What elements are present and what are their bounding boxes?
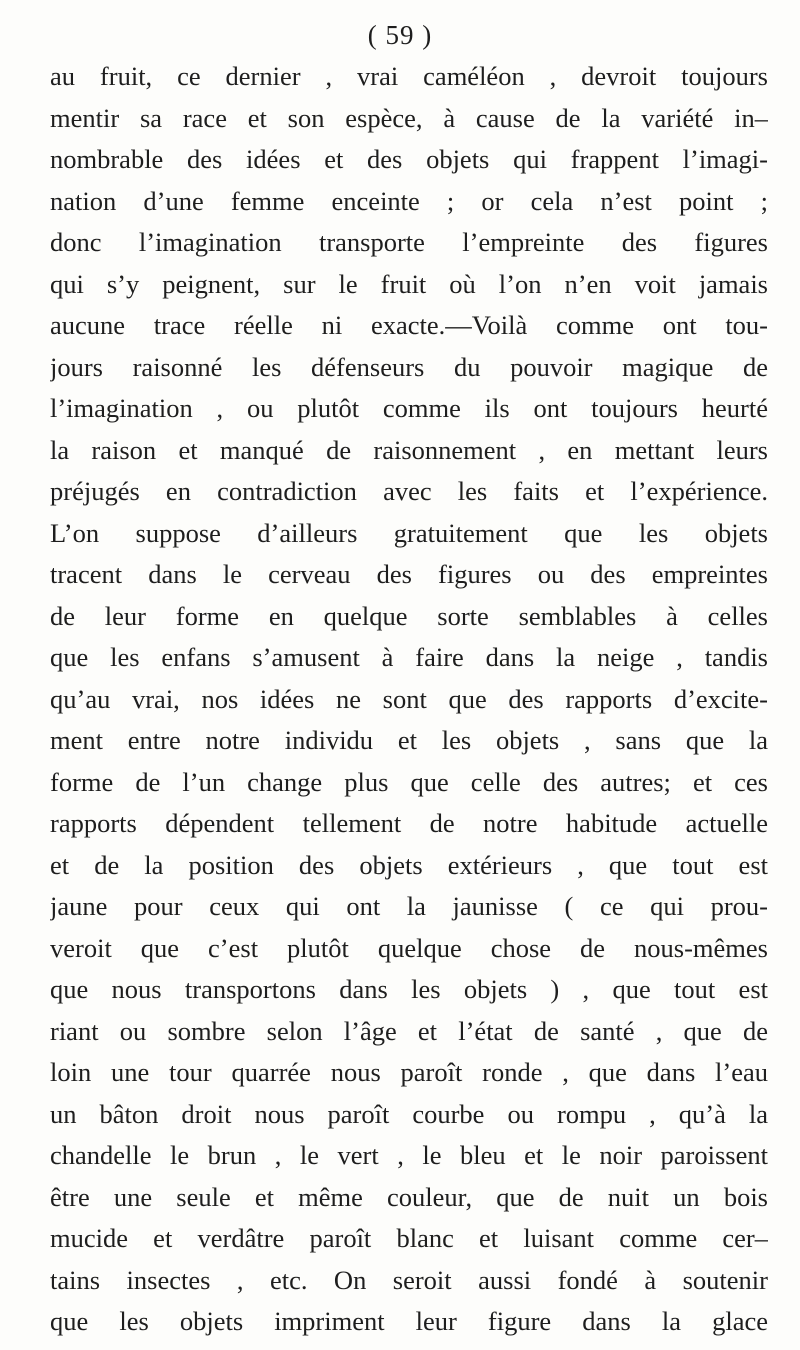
text-line: préjugés en contradiction avec les faits et l’expérience. — [50, 476, 768, 506]
text-line: mucide et verdâtre paroît blanc et luisant comme cer– — [50, 1223, 768, 1253]
text-line: forme de l’un change plus que celle des autres; et ces — [50, 766, 768, 797]
text-line: que nous transportons dans les objets ) , que tout est — [50, 974, 768, 1004]
text-line: aucune trace réelle ni exacte.—Voilà comme ont tou- — [50, 310, 768, 340]
text-line: nation d’une femme enceinte ; or cela n’est point ; — [50, 185, 768, 216]
text-line: au fruit, ce dernier , vrai caméléon , devroit toujours — [50, 61, 768, 91]
text-line: rapports dépendent tellement de notre habitude actuelle — [50, 808, 768, 838]
text-line: la raison et manqué de raisonnement , en mettant leurs — [50, 434, 768, 465]
text-line: être une seule et même couleur, que de nuit un bois — [50, 1181, 768, 1212]
text-line: l’imagination , ou plutôt comme ils ont toujours heurté — [50, 393, 768, 423]
text-line: jaune pour ceux qui ont la jaunisse ( ce qui prou- — [50, 891, 768, 921]
text-line: nombrable des idées et des objets qui frappent l’imagi- — [50, 144, 768, 174]
text-line: que les enfans s’amusent à faire dans la neige , tandis — [50, 642, 768, 672]
text-line: tains insectes , etc. On seroit aussi fondé à soutenir — [50, 1264, 768, 1295]
text-line: donc l’imagination transporte l’empreinte des figures — [50, 227, 768, 257]
page-number: ( 59 ) — [367, 20, 433, 50]
text-line: que les objets impriment leur figure dans la glace — [50, 1306, 768, 1336]
text-line: de leur forme en quelque sorte semblables à celles — [50, 600, 768, 631]
text-line: riant ou sombre selon l’âge et l’état de santé , que de — [50, 1015, 768, 1046]
text-line: et de la position des objets extérieurs , que tout est — [50, 849, 768, 880]
text-line: tracent dans le cerveau des figures ou des empreintes — [50, 559, 768, 589]
text-line: qui s’y peignent, sur le fruit où l’on n’en voit jamais — [50, 268, 768, 299]
text-line: L’on suppose d’ailleurs gratuitement que les objets — [50, 517, 768, 548]
body-text — [50, 56, 768, 1343]
text-line: veroit que c’est plutôt quelque chose de nous-mêmes — [50, 932, 768, 963]
text-line: un bâton droit nous paroît courbe ou rompu , qu’à la — [50, 1098, 768, 1129]
text-line: mentir sa race et son espèce, à cause de la variété in– — [50, 102, 768, 133]
text-line: qu’au vrai, nos idées ne sont que des rapports d’excite- — [50, 683, 768, 714]
text-line: chandelle le brun , le vert , le bleu et le noir paroissent — [50, 1140, 768, 1170]
text-line: ment entre notre individu et les objets , sans que la — [50, 725, 768, 755]
text-line: loin une tour quarrée nous paroît ronde , que dans l’eau — [50, 1057, 768, 1087]
text-line: jours raisonné les défenseurs du pouvoir magique de — [50, 351, 768, 382]
